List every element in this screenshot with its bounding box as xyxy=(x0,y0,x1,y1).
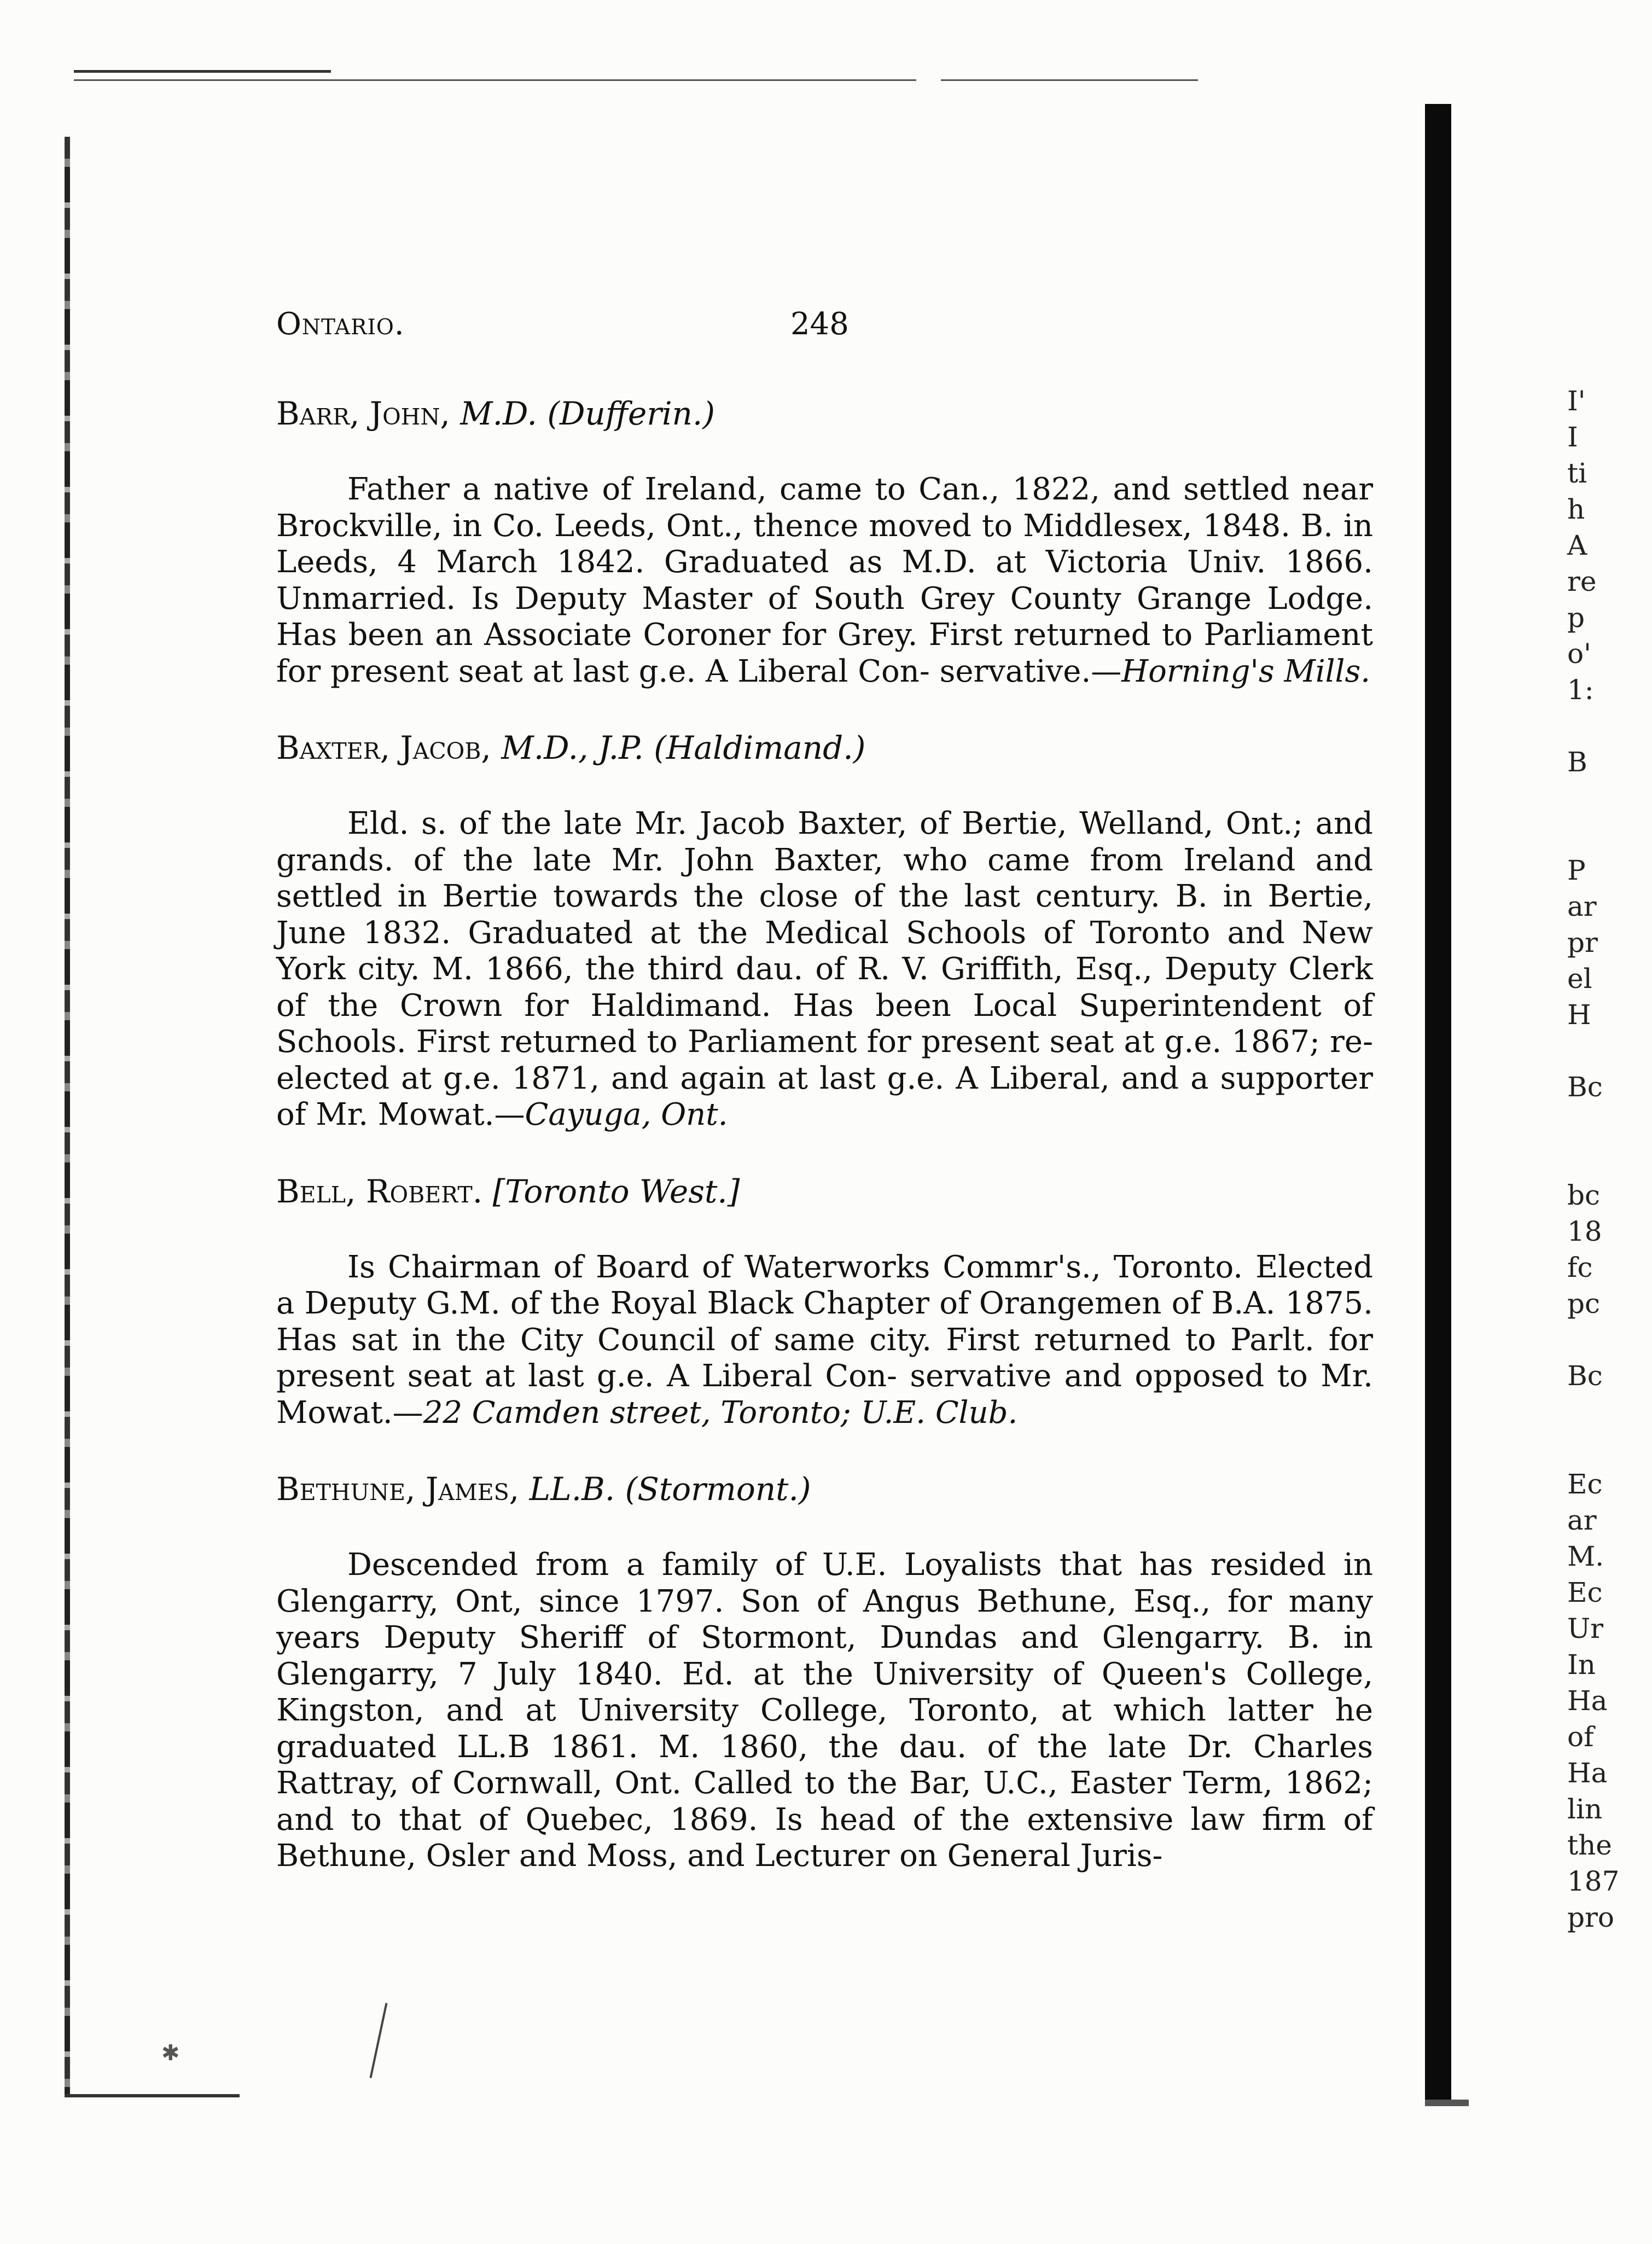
entry-text-line: Bertie, June 1832. Graduated at the Medical Schools of Toronto xyxy=(276,879,1373,951)
entry-given-name: Jacob, xyxy=(400,729,491,766)
entry-text-line: Is Chairman of Board of Waterworks Commr's., Toronto. xyxy=(347,1249,1243,1285)
entry-text-line: Glengarry, 7 July 1840. Ed. at the University of Queen's College, xyxy=(276,1656,1373,1692)
pen-stroke-mark xyxy=(369,2003,387,2078)
entry-degree: M.D., J.P. xyxy=(501,729,644,766)
entry-text-line: servative and opposed to Mr. Mowat.— xyxy=(276,1358,1373,1431)
scan-gutter-shadow xyxy=(1425,104,1451,2106)
entry-given-name: James, xyxy=(425,1470,520,1508)
entry-text-line: 1862; and to that of Quebec, 1869. Is head of the extensive law xyxy=(276,1765,1373,1838)
biography-entry xyxy=(276,394,1373,690)
entry-text-line: Superintendent of Schools. First returned to Parliament for xyxy=(276,987,1373,1060)
entry-degree: M.D. xyxy=(460,395,537,432)
biography-entry xyxy=(276,1172,1373,1432)
entry-riding: (Stormont.) xyxy=(625,1470,811,1508)
entry-heading xyxy=(276,728,1373,768)
entry-text-line: Kingston, and at University College, Toronto, at which latter he xyxy=(276,1693,1373,1728)
entry-text-line: and settled in Bertie towards the close of the last century. B. in xyxy=(276,842,1373,914)
entry-text-line: Glengarry, Ont, since 1797. Son of Angus Bethune, Esq., for many xyxy=(276,1583,1373,1619)
entry-text-line: Father a native of Ireland, came to Can., 1822, and settled xyxy=(347,472,1290,507)
entry-address: 22 Camden street, Toronto; U.E. Club. xyxy=(423,1394,1018,1431)
entry-text xyxy=(276,472,1373,690)
scan-top-rule-right xyxy=(941,79,1198,81)
entry-text-line: g.e. A Liberal, and a supporter of Mr. Mowat.— xyxy=(276,1060,1373,1132)
entry-surname: Bell, xyxy=(276,1172,356,1210)
scan-bottom-edge xyxy=(65,2094,240,2097)
entry-text-line: present seat at g.e. 1867; re-elected at g.e. 1871, and again at last xyxy=(276,1024,1373,1096)
entry-text-line: 1848. B. in Leeds, 4 March 1842. Graduated as M.D. at Victoria xyxy=(276,508,1373,580)
entry-text-line: returned to Parliament for present seat at last g.e. A Liberal Con- xyxy=(276,617,1374,689)
entry-text-line: years Deputy Sheriff of Stormont, Dundas and Glengarry. B. in xyxy=(276,1620,1373,1655)
running-head: Ontario. xyxy=(276,306,405,342)
biography-entry xyxy=(276,728,1373,1133)
adjacent-page-fragments: I' I ti h A re p o' 1: B P ar pr el H Bc bc 18 fc pc Bc Ec ar M. Ec Ur In Ha of Ha lin the 187 pro xyxy=(1567,385,1620,1933)
page-number: 248 xyxy=(790,306,849,342)
entry-riding: (Dufferin.) xyxy=(547,395,715,432)
entry-text-line: and New York city. M. 1866, the third dau. of R. V. Griffith, xyxy=(276,915,1373,987)
entry-address: Horning's Mills. xyxy=(1121,653,1371,689)
entry-text-line: Rattray, of Cornwall, Ont. Called to the Bar, U.C., Easter Term, xyxy=(276,1765,1273,1801)
entry-text-line: Elected a Deputy G.M. of the Royal Black Chapter of Orangemen xyxy=(276,1249,1373,1321)
entry-text-line: and grands. of the late Mr. John Baxter, who came from Ireland xyxy=(276,806,1373,878)
page-header xyxy=(276,306,1373,356)
entry-text xyxy=(276,1547,1373,1875)
entry-text-line: Grange Lodge. Has been an Associate Coroner for Grey. First xyxy=(276,580,1373,653)
entry-text-line: near Brockville, in Co. Leeds, Ont., thence moved to Middlesex, xyxy=(276,472,1373,544)
entry-degree: LL.B. xyxy=(529,1470,615,1508)
entry-surname: Baxter, xyxy=(276,729,391,766)
entry-text-line: Esq., Deputy Clerk of the Crown for Haldimand. Has been Local xyxy=(276,951,1373,1024)
entry-surname: Bethune, xyxy=(276,1470,416,1508)
entry-text xyxy=(276,1249,1373,1432)
biography-entry xyxy=(276,1469,1373,1875)
entry-text-line: graduated LL.B 1861. M. 1860, the dau. of the late Dr. Charles xyxy=(276,1729,1373,1765)
entry-text xyxy=(276,806,1373,1133)
entry-text-line: returned to Parlt. for present seat at last g.e. A Liberal Con- xyxy=(276,1322,1374,1394)
entry-address: Cayuga, Ont. xyxy=(525,1097,728,1132)
entry-text-line: Eld. s. of the late Mr. Jacob Baxter, of Bertie, Welland, Ont.; xyxy=(347,806,1304,841)
ink-smudge-icon: ✱ xyxy=(161,2040,180,2066)
entry-heading xyxy=(276,394,1373,433)
entry-given-name: Robert. xyxy=(365,1172,483,1210)
entry-riding: (Haldimand.) xyxy=(654,729,866,766)
scan-gutter-cap xyxy=(1425,2100,1469,2106)
scan-left-edge xyxy=(65,137,70,2095)
entry-heading xyxy=(276,1469,1373,1509)
entry-heading xyxy=(276,1172,1373,1211)
entry-text-line: Univ. 1866. Unmarried. Is Deputy Master of South Grey County xyxy=(276,544,1373,617)
entry-text-line: Descended from a family of U.E. Loyalists that has resided in xyxy=(347,1547,1373,1583)
entry-text-line: servative.— xyxy=(939,653,1122,689)
scan-top-rule-long xyxy=(74,79,916,81)
entry-text-line: of B.A. 1875. Has sat in the City Council of same city. First xyxy=(276,1286,1373,1358)
biography-entries xyxy=(276,394,1373,1875)
entry-riding: [Toronto West.] xyxy=(492,1172,740,1210)
book-page xyxy=(276,306,1373,1875)
entry-given-name: John, xyxy=(369,395,450,432)
entry-surname: Barr, xyxy=(276,395,360,432)
entry-text-line: firm of Bethune, Osler and Moss, and Lecturer on General Juris- xyxy=(276,1801,1374,1874)
scan-top-rule xyxy=(74,70,331,73)
